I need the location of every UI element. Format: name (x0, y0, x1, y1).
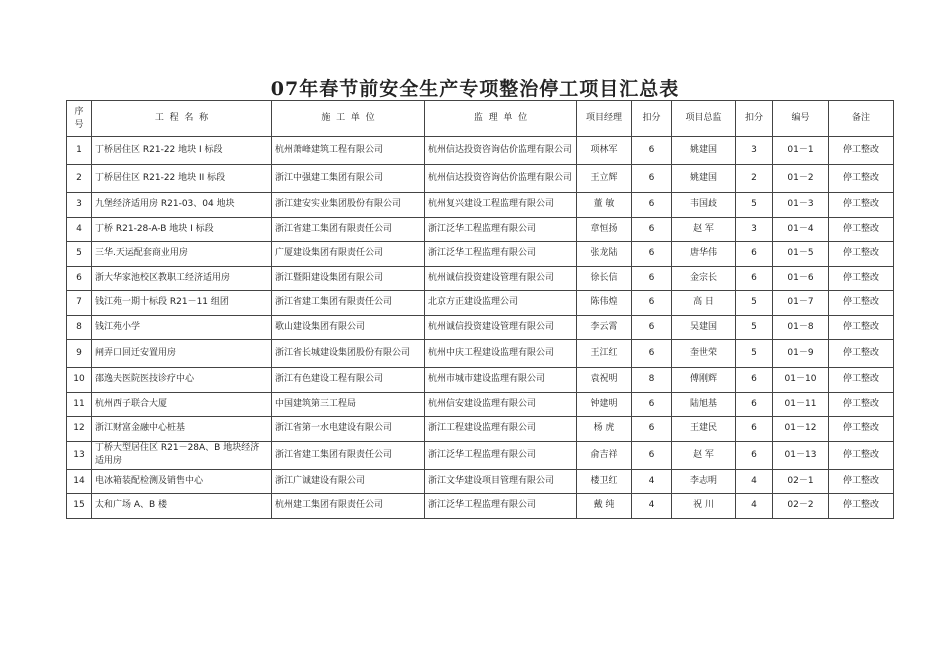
table-row (67, 193, 894, 218)
cell-deduct-2: 5 (736, 315, 773, 340)
cell-code: 01－13 (773, 441, 829, 469)
cell-supervisor: 杭州诚信投资建设管理有限公司 (425, 315, 577, 340)
cell-note: 停工整改 (829, 242, 894, 267)
cell-seq: 2 (67, 165, 92, 193)
cell-project: 丁桥居住区 R21-22 地块 II 标段 (92, 165, 272, 193)
cell-project: 闸弄口回迁安置用房 (92, 340, 272, 368)
table-row (67, 266, 894, 291)
cell-code: 01－9 (773, 340, 829, 368)
table-row (67, 242, 894, 267)
cell-supervisor: 杭州复兴建设工程监理有限公司 (425, 193, 577, 218)
cell-note: 停工整改 (829, 291, 894, 316)
cell-contractor: 歌山建设集团有限公司 (272, 315, 425, 340)
table-row (67, 340, 894, 368)
cell-project: 钱江苑一期十标段 R21－11 组团 (92, 291, 272, 316)
cell-project: 三华.天运配套商业用房 (92, 242, 272, 267)
cell-deduct-2: 6 (736, 368, 773, 393)
cell-code: 01－7 (773, 291, 829, 316)
cell-supervisor: 浙江文华建设项目管理有限公司 (425, 469, 577, 494)
cell-deduct-1: 6 (632, 315, 672, 340)
table-row (67, 217, 894, 242)
header-manager: 项目经理 (577, 101, 632, 137)
cell-note: 停工整改 (829, 266, 894, 291)
cell-contractor: 浙江省长城建设集团股份有限公司 (272, 340, 425, 368)
cell-project: 邵逸夫医院医技诊疗中心 (92, 368, 272, 393)
cell-contractor: 浙江广诚建设有限公司 (272, 469, 425, 494)
cell-deduct-2: 6 (736, 392, 773, 417)
cell-deduct-1: 6 (632, 392, 672, 417)
cell-contractor: 浙江暨阳建设集团有限公司 (272, 266, 425, 291)
cell-chief: 赵 军 (672, 441, 736, 469)
cell-deduct-1: 6 (632, 242, 672, 267)
cell-chief: 唐华伟 (672, 242, 736, 267)
header-row (67, 101, 894, 137)
cell-contractor: 中国建筑第三工程局 (272, 392, 425, 417)
cell-manager: 王立辉 (577, 165, 632, 193)
cell-code: 02－2 (773, 494, 829, 519)
header-chief: 项目总监 (672, 101, 736, 137)
table-row (67, 392, 894, 417)
cell-project: 丁桥居住区 R21-22 地块 I 标段 (92, 137, 272, 165)
cell-manager: 李云霄 (577, 315, 632, 340)
cell-chief: 吴建国 (672, 315, 736, 340)
cell-manager: 楼卫红 (577, 469, 632, 494)
cell-manager: 王江红 (577, 340, 632, 368)
cell-seq: 6 (67, 266, 92, 291)
cell-code: 01－6 (773, 266, 829, 291)
header-code: 编号 (773, 101, 829, 137)
cell-chief: 陆旭基 (672, 392, 736, 417)
cell-note: 停工整改 (829, 441, 894, 469)
cell-deduct-2: 2 (736, 165, 773, 193)
header-project: 工 程 名 称 (92, 101, 272, 137)
cell-note: 停工整改 (829, 217, 894, 242)
table-row (67, 417, 894, 442)
table-row (67, 469, 894, 494)
cell-note: 停工整改 (829, 392, 894, 417)
cell-supervisor: 北京方正建设监理公司 (425, 291, 577, 316)
table-row (67, 441, 894, 469)
header-supervisor: 监 理 单 位 (425, 101, 577, 137)
cell-manager: 章恒扬 (577, 217, 632, 242)
cell-contractor: 浙江省第一水电建设有限公司 (272, 417, 425, 442)
cell-supervisor: 杭州中庆工程建设监理有限公司 (425, 340, 577, 368)
cell-contractor: 浙江省建工集团有限责任公司 (272, 217, 425, 242)
cell-deduct-2: 6 (736, 441, 773, 469)
cell-note: 停工整改 (829, 137, 894, 165)
cell-project: 九堡经济适用房 R21-03、04 地块 (92, 193, 272, 218)
cell-deduct-1: 4 (632, 494, 672, 519)
cell-chief: 傅刚辉 (672, 368, 736, 393)
cell-code: 02－1 (773, 469, 829, 494)
header-deduct-1: 扣分 (632, 101, 672, 137)
cell-deduct-2: 5 (736, 340, 773, 368)
cell-project: 电冰箱装配检测及销售中心 (92, 469, 272, 494)
cell-seq: 7 (67, 291, 92, 316)
cell-supervisor: 杭州市城市建设监理有限公司 (425, 368, 577, 393)
cell-note: 停工整改 (829, 494, 894, 519)
cell-deduct-1: 6 (632, 291, 672, 316)
page-title: 07年春节前安全生产专项整治停工项目汇总表 (270, 78, 680, 100)
cell-seq: 3 (67, 193, 92, 218)
cell-seq: 10 (67, 368, 92, 393)
cell-chief: 高 日 (672, 291, 736, 316)
header-contractor: 施 工 单 位 (272, 101, 425, 137)
table-row (67, 315, 894, 340)
header-note: 备注 (829, 101, 894, 137)
header-deduct-2: 扣分 (736, 101, 773, 137)
cell-seq: 12 (67, 417, 92, 442)
cell-contractor: 浙江省建工集团有限责任公司 (272, 291, 425, 316)
table-row (67, 137, 894, 165)
cell-seq: 14 (67, 469, 92, 494)
cell-supervisor: 杭州诚信投资建设管理有限公司 (425, 266, 577, 291)
cell-note: 停工整改 (829, 193, 894, 218)
cell-code: 01－3 (773, 193, 829, 218)
cell-deduct-2: 3 (736, 137, 773, 165)
cell-deduct-1: 6 (632, 340, 672, 368)
cell-chief: 姚建国 (672, 137, 736, 165)
cell-contractor: 浙江有色建设工程有限公司 (272, 368, 425, 393)
cell-supervisor: 杭州信达投资咨询估价监理有限公司 (425, 165, 577, 193)
cell-deduct-1: 6 (632, 266, 672, 291)
cell-deduct-1: 4 (632, 469, 672, 494)
cell-chief: 赵 军 (672, 217, 736, 242)
cell-seq: 5 (67, 242, 92, 267)
cell-manager: 钟建明 (577, 392, 632, 417)
cell-project: 丁桥大型居住区 R21－28A、B 地块经济适用房 (92, 441, 272, 469)
header-seq: 序 号 (67, 101, 92, 137)
cell-supervisor: 杭州信达投资咨询估价监理有限公司 (425, 137, 577, 165)
cell-contractor: 广厦建设集团有限责任公司 (272, 242, 425, 267)
cell-project: 杭州西子联合大厦 (92, 392, 272, 417)
cell-deduct-1: 6 (632, 165, 672, 193)
cell-deduct-1: 6 (632, 417, 672, 442)
cell-deduct-2: 5 (736, 193, 773, 218)
cell-manager: 项林军 (577, 137, 632, 165)
cell-project: 太和广场 A、B 楼 (92, 494, 272, 519)
cell-manager: 陈伟煌 (577, 291, 632, 316)
cell-chief: 祝 川 (672, 494, 736, 519)
cell-supervisor: 浙江工程建设监理有限公司 (425, 417, 577, 442)
cell-manager: 俞吉祥 (577, 441, 632, 469)
cell-supervisor: 浙江泛华工程监理有限公司 (425, 441, 577, 469)
cell-contractor: 杭州建工集团有限责任公司 (272, 494, 425, 519)
cell-deduct-2: 6 (736, 417, 773, 442)
cell-note: 停工整改 (829, 340, 894, 368)
cell-seq: 15 (67, 494, 92, 519)
cell-code: 01－2 (773, 165, 829, 193)
cell-deduct-2: 3 (736, 217, 773, 242)
cell-deduct-2: 4 (736, 494, 773, 519)
cell-supervisor: 浙江泛华工程监理有限公司 (425, 494, 577, 519)
cell-manager: 张龙陆 (577, 242, 632, 267)
cell-manager: 徐长信 (577, 266, 632, 291)
cell-deduct-1: 6 (632, 137, 672, 165)
cell-seq: 8 (67, 315, 92, 340)
cell-chief: 李志明 (672, 469, 736, 494)
cell-deduct-1: 8 (632, 368, 672, 393)
cell-project: 钱江苑小学 (92, 315, 272, 340)
cell-seq: 1 (67, 137, 92, 165)
cell-project: 浙大华家池校区教职工经济适用房 (92, 266, 272, 291)
cell-seq: 11 (67, 392, 92, 417)
cell-contractor: 杭州萧峰建筑工程有限公司 (272, 137, 425, 165)
cell-contractor: 浙江建安实业集团股份有限公司 (272, 193, 425, 218)
cell-note: 停工整改 (829, 368, 894, 393)
cell-manager: 戴 纯 (577, 494, 632, 519)
cell-chief: 金宗长 (672, 266, 736, 291)
cell-deduct-1: 6 (632, 193, 672, 218)
cell-code: 01－10 (773, 368, 829, 393)
cell-deduct-2: 5 (736, 291, 773, 316)
cell-deduct-2: 6 (736, 266, 773, 291)
summary-table (66, 100, 894, 519)
cell-code: 01－1 (773, 137, 829, 165)
cell-code: 01－5 (773, 242, 829, 267)
cell-code: 01－12 (773, 417, 829, 442)
cell-deduct-1: 6 (632, 217, 672, 242)
cell-supervisor: 杭州信安建设监理有限公司 (425, 392, 577, 417)
cell-contractor: 浙江省建工集团有限责任公司 (272, 441, 425, 469)
cell-note: 停工整改 (829, 315, 894, 340)
cell-seq: 9 (67, 340, 92, 368)
table-row (67, 494, 894, 519)
table-row (67, 368, 894, 393)
cell-project: 丁桥 R21-28-A-B 地块 I 标段 (92, 217, 272, 242)
cell-code: 01－4 (773, 217, 829, 242)
table-row (67, 165, 894, 193)
cell-deduct-1: 6 (632, 441, 672, 469)
cell-note: 停工整改 (829, 165, 894, 193)
cell-supervisor: 浙江泛华工程监理有限公司 (425, 242, 577, 267)
cell-manager: 袁祝明 (577, 368, 632, 393)
cell-seq: 13 (67, 441, 92, 469)
cell-supervisor: 浙江泛华工程监理有限公司 (425, 217, 577, 242)
cell-manager: 杨 虎 (577, 417, 632, 442)
cell-chief: 王建民 (672, 417, 736, 442)
table-row (67, 291, 894, 316)
cell-chief: 姚建国 (672, 165, 736, 193)
cell-deduct-2: 4 (736, 469, 773, 494)
cell-seq: 4 (67, 217, 92, 242)
cell-code: 01－11 (773, 392, 829, 417)
cell-note: 停工整改 (829, 417, 894, 442)
cell-chief: 韦国歧 (672, 193, 736, 218)
cell-chief: 奎世荣 (672, 340, 736, 368)
cell-contractor: 浙江中强建工集团有限公司 (272, 165, 425, 193)
cell-note: 停工整改 (829, 469, 894, 494)
cell-project: 浙江财富金融中心桩基 (92, 417, 272, 442)
cell-manager: 董 敏 (577, 193, 632, 218)
cell-code: 01－8 (773, 315, 829, 340)
cell-deduct-2: 6 (736, 242, 773, 267)
